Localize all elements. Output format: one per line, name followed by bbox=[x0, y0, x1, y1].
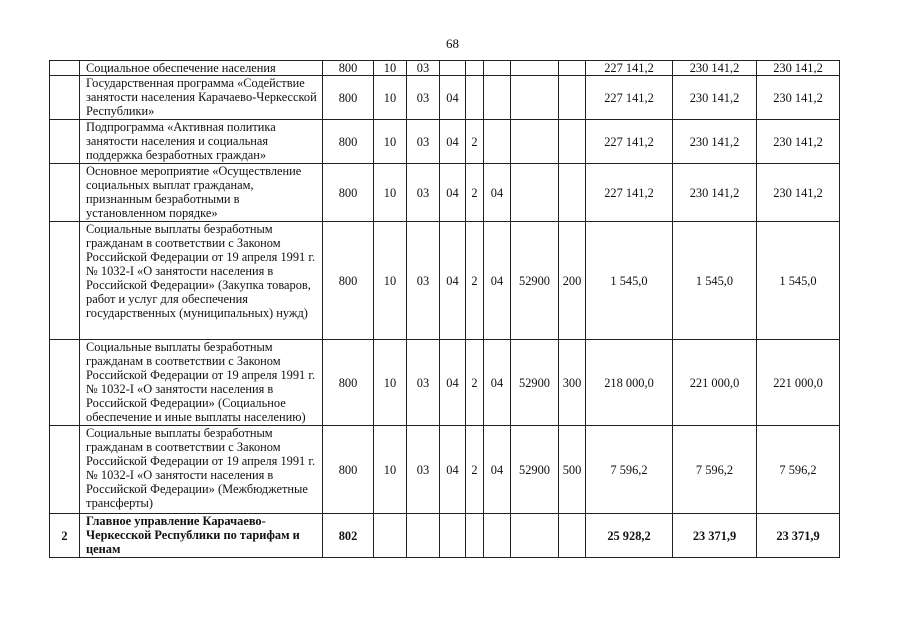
amount-year2-cell: 23 371,9 bbox=[673, 514, 757, 558]
expense-type-cell: 300 bbox=[559, 340, 586, 426]
table-row bbox=[50, 120, 840, 164]
program-code-cell: 04 bbox=[440, 76, 466, 120]
amount-year3-cell: 230 141,2 bbox=[757, 61, 840, 76]
amount-year3-cell: 230 141,2 bbox=[757, 76, 840, 120]
program-code-cell: 04 bbox=[440, 222, 466, 340]
item-name-cell: Социальное обеспечение населения bbox=[80, 61, 323, 76]
direction-code-cell bbox=[511, 61, 559, 76]
subsection-code-cell: 03 bbox=[407, 120, 440, 164]
ministry-code-cell: 800 bbox=[323, 164, 374, 222]
item-name-cell: Основное мероприятие «Осуществление социальных выплат гражданам, признанным безработными в установленном порядке» bbox=[80, 164, 323, 222]
expense-type-cell bbox=[559, 514, 586, 558]
item-name-cell: Главное управление Карачаево-Черкесской Республики по тарифам и ценам bbox=[80, 514, 323, 558]
section-code-cell bbox=[374, 514, 407, 558]
ministry-code-cell: 800 bbox=[323, 76, 374, 120]
expense-type-cell bbox=[559, 164, 586, 222]
subprogram-code-cell: 2 bbox=[466, 222, 484, 340]
subprogram-code-cell: 2 bbox=[466, 340, 484, 426]
section-code-cell: 10 bbox=[374, 120, 407, 164]
section-code-cell: 10 bbox=[374, 61, 407, 76]
table-row bbox=[50, 76, 840, 120]
amount-year3-cell: 221 000,0 bbox=[757, 340, 840, 426]
subsection-code-cell: 03 bbox=[407, 222, 440, 340]
subsection-code-cell: 03 bbox=[407, 76, 440, 120]
amount-year1-cell: 218 000,0 bbox=[586, 340, 673, 426]
budget-table-body bbox=[50, 61, 840, 558]
table-row bbox=[50, 514, 840, 558]
ministry-code-cell: 800 bbox=[323, 222, 374, 340]
direction-code-cell bbox=[511, 164, 559, 222]
amount-year3-cell: 230 141,2 bbox=[757, 120, 840, 164]
subsection-code-cell: 03 bbox=[407, 340, 440, 426]
measure-code-cell bbox=[484, 76, 511, 120]
table-row bbox=[50, 164, 840, 222]
direction-code-cell: 52900 bbox=[511, 340, 559, 426]
amount-year2-cell: 7 596,2 bbox=[673, 426, 757, 514]
item-name-cell: Государственная программа «Содействие занятости населения Карачаево-Черкесской Республики» bbox=[80, 76, 323, 120]
amount-year1-cell: 227 141,2 bbox=[586, 120, 673, 164]
expense-type-cell bbox=[559, 76, 586, 120]
direction-code-cell bbox=[511, 120, 559, 164]
subprogram-code-cell bbox=[466, 76, 484, 120]
direction-code-cell bbox=[511, 76, 559, 120]
item-name-cell: Социальные выплаты безработным гражданам в соответствии с Законом Российской Федерации от 19 апреля 1991 г. № 1032-I «О занятости населения в Российской Федерации» (Закупка товаров, работ и услуг для обеспечения государственных (муниципальных) нужд) bbox=[80, 222, 323, 340]
measure-code-cell: 04 bbox=[484, 426, 511, 514]
ministry-code-cell: 802 bbox=[323, 514, 374, 558]
subsection-code-cell: 03 bbox=[407, 164, 440, 222]
program-code-cell: 04 bbox=[440, 120, 466, 164]
row-number-cell bbox=[50, 340, 80, 426]
row-number-cell bbox=[50, 426, 80, 514]
page-number: 68 bbox=[446, 36, 459, 51]
measure-code-cell: 04 bbox=[484, 340, 511, 426]
table-row bbox=[50, 222, 840, 340]
subsection-code-cell: 03 bbox=[407, 426, 440, 514]
subprogram-code-cell bbox=[466, 61, 484, 76]
measure-code-cell bbox=[484, 61, 511, 76]
item-name-cell: Социальные выплаты безработным гражданам в соответствии с Законом Российской Федерации от 19 апреля 1991 г. № 1032-I «О занятости населения в Российской Федерации» (Межбюджетные трансферты) bbox=[80, 426, 323, 514]
amount-year2-cell: 230 141,2 bbox=[673, 61, 757, 76]
direction-code-cell: 52900 bbox=[511, 222, 559, 340]
amount-year3-cell: 23 371,9 bbox=[757, 514, 840, 558]
amount-year1-cell: 227 141,2 bbox=[586, 76, 673, 120]
program-code-cell: 04 bbox=[440, 340, 466, 426]
measure-code-cell bbox=[484, 120, 511, 164]
program-code-cell: 04 bbox=[440, 164, 466, 222]
row-number-cell bbox=[50, 120, 80, 164]
ministry-code-cell: 800 bbox=[323, 426, 374, 514]
amount-year3-cell: 230 141,2 bbox=[757, 164, 840, 222]
row-number-cell bbox=[50, 222, 80, 340]
amount-year1-cell: 227 141,2 bbox=[586, 164, 673, 222]
amount-year2-cell: 230 141,2 bbox=[673, 164, 757, 222]
amount-year2-cell: 221 000,0 bbox=[673, 340, 757, 426]
amount-year2-cell: 230 141,2 bbox=[673, 76, 757, 120]
item-name-cell: Подпрограмма «Активная политика занятости населения и социальная поддержка безработных граждан» bbox=[80, 120, 323, 164]
expense-type-cell bbox=[559, 61, 586, 76]
expense-type-cell: 500 bbox=[559, 426, 586, 514]
direction-code-cell: 52900 bbox=[511, 426, 559, 514]
direction-code-cell bbox=[511, 514, 559, 558]
subprogram-code-cell bbox=[466, 514, 484, 558]
ministry-code-cell: 800 bbox=[323, 120, 374, 164]
budget-table bbox=[49, 60, 840, 558]
row-number-cell: 2 bbox=[50, 514, 80, 558]
subprogram-code-cell: 2 bbox=[466, 426, 484, 514]
subprogram-code-cell: 2 bbox=[466, 164, 484, 222]
section-code-cell: 10 bbox=[374, 340, 407, 426]
measure-code-cell bbox=[484, 514, 511, 558]
program-code-cell: 04 bbox=[440, 426, 466, 514]
amount-year3-cell: 7 596,2 bbox=[757, 426, 840, 514]
ministry-code-cell: 800 bbox=[323, 61, 374, 76]
table-row bbox=[50, 61, 840, 76]
program-code-cell bbox=[440, 514, 466, 558]
row-number-cell bbox=[50, 61, 80, 76]
ministry-code-cell: 800 bbox=[323, 340, 374, 426]
measure-code-cell: 04 bbox=[484, 222, 511, 340]
section-code-cell: 10 bbox=[374, 164, 407, 222]
amount-year2-cell: 230 141,2 bbox=[673, 120, 757, 164]
row-number-cell bbox=[50, 164, 80, 222]
measure-code-cell: 04 bbox=[484, 164, 511, 222]
subprogram-code-cell: 2 bbox=[466, 120, 484, 164]
row-number-cell bbox=[50, 76, 80, 120]
section-code-cell: 10 bbox=[374, 222, 407, 340]
item-name-cell: Социальные выплаты безработным гражданам в соответствии с Законом Российской Федерации от 19 апреля 1991 г. № 1032-I «О занятости населения в Российской Федерации» (Социальное обеспечение и иные выплаты населению) bbox=[80, 340, 323, 426]
section-code-cell: 10 bbox=[374, 426, 407, 514]
subsection-code-cell bbox=[407, 514, 440, 558]
table-row bbox=[50, 426, 840, 514]
amount-year1-cell: 1 545,0 bbox=[586, 222, 673, 340]
program-code-cell bbox=[440, 61, 466, 76]
section-code-cell: 10 bbox=[374, 76, 407, 120]
expense-type-cell bbox=[559, 120, 586, 164]
amount-year1-cell: 25 928,2 bbox=[586, 514, 673, 558]
amount-year2-cell: 1 545,0 bbox=[673, 222, 757, 340]
table-row bbox=[50, 340, 840, 426]
amount-year3-cell: 1 545,0 bbox=[757, 222, 840, 340]
amount-year1-cell: 7 596,2 bbox=[586, 426, 673, 514]
expense-type-cell: 200 bbox=[559, 222, 586, 340]
amount-year1-cell: 227 141,2 bbox=[586, 61, 673, 76]
subsection-code-cell: 03 bbox=[407, 61, 440, 76]
